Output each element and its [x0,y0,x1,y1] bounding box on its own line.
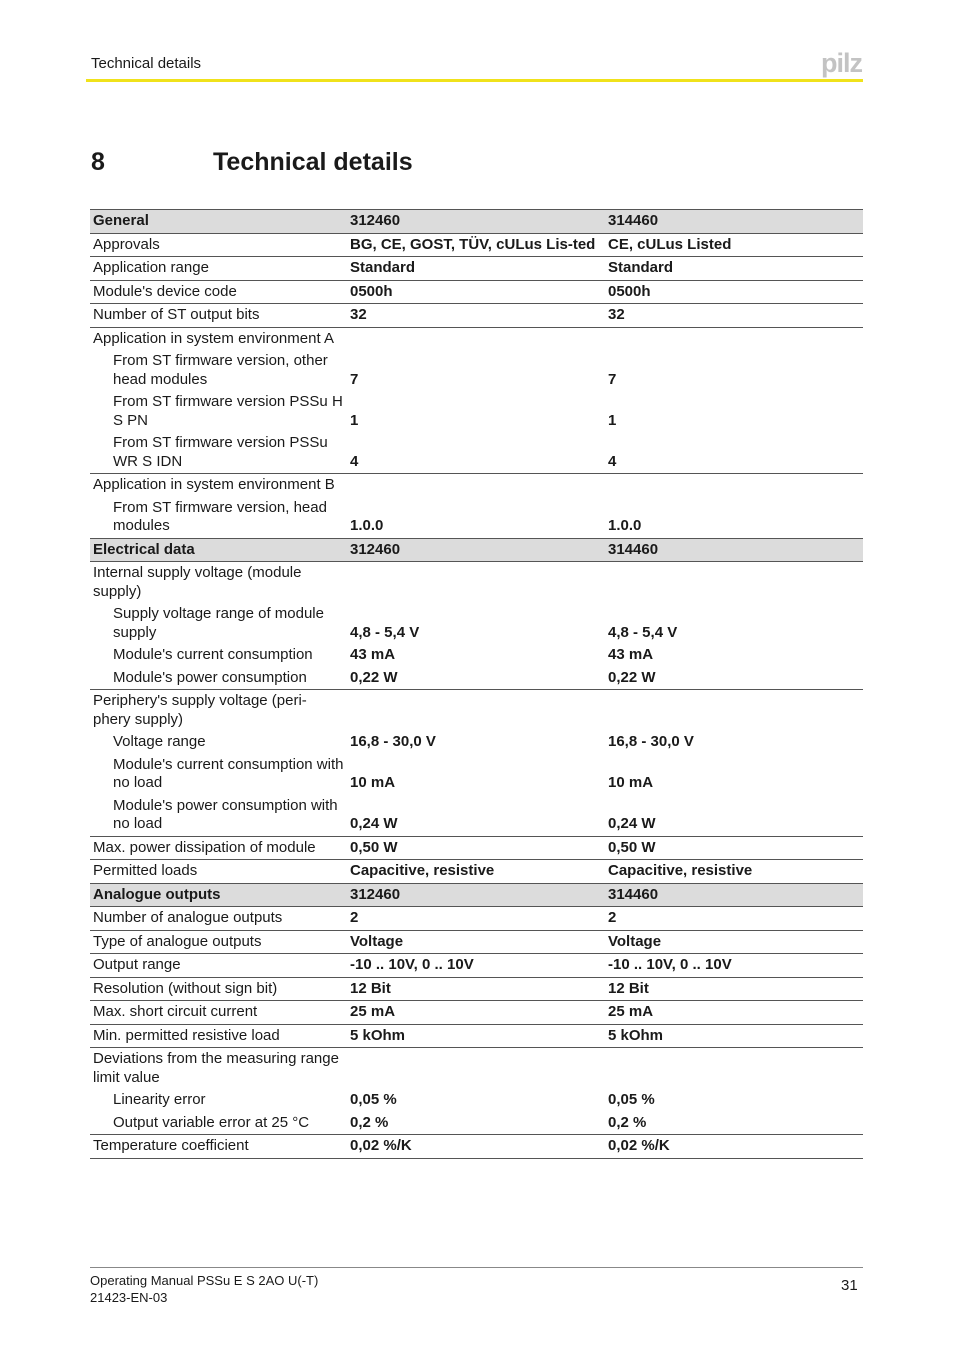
group-row: Periphery's supply voltage (peri-phery supply) [93,692,307,728]
sub-row: Module's current consumption 43 mA 43 mA [113,646,654,663]
sub-row: Module's power consumption with no load 0,24 W 0,24 W [90,795,863,837]
technical-details-table [90,209,863,1159]
chapter-number: 8 [91,148,105,176]
table-row: Application range Standard Standard [90,257,863,281]
header-rule [86,79,863,82]
section-header-electrical: Electrical data 312460 314460 [90,538,863,562]
table-row: Type of analogue outputs Voltage Voltage [90,930,863,954]
pilz-logo: pilz [821,48,862,78]
table-row: Approvals BG, CE, GOST, TÜV, cULus Lis-ted CE, cULus Listed [90,233,863,257]
sub-row: From ST firmware version PSSu H S PN 1 1 [113,393,617,429]
footer-manual-title: Operating Manual PSSu E S 2AO U(-T) [90,1273,319,1288]
group-row: Internal supply voltage (module supply) [93,564,302,600]
sub-row: Supply voltage range of module supply 4,8 - 5,4 V 4,8 - 5,4 V [113,605,678,641]
table-row: Resolution (without sign bit) 12 Bit 12 Bit [90,977,863,1001]
table-row: Number of ST output bits 32 32 [90,304,863,328]
sub-row: From ST firmware version PSSu WR S IDN 4 4 [90,432,863,474]
page-number: 31 [841,1277,858,1294]
section-header-general: General 312460 314460 [90,210,863,234]
table-row: Temperature coefficient 0,02 %/K 0,02 %/K [90,1135,863,1159]
section-header-analogue: Analogue outputs 312460 314460 [90,883,863,907]
sub-row: Module's current consumption with no load 10 mA 10 mA [113,755,654,791]
group-row: Application in system environment B [93,476,335,493]
sub-row: From ST firmware version, head modules 1.0.0 1.0.0 [90,497,863,539]
table-row: Min. permitted resistive load 5 kOhm 5 kOhm [90,1024,863,1048]
table-row: Max. power dissipation of module 0,50 W 0,50 W [90,836,863,860]
table-row: Permitted loads Capacitive, resistive Capacitive, resistive [90,860,863,884]
running-header-title: Technical details [91,55,202,72]
sub-row: Linearity error 0,05 % 0,05 % [113,1091,655,1108]
footer-rule [90,1267,863,1268]
sub-row: Voltage range 16,8 - 30,0 V 16,8 - 30,0 V [113,733,694,750]
table-row: Max. short circuit current 25 mA 25 mA [90,1001,863,1025]
table-row: Number of analogue outputs 2 2 [90,907,863,931]
sub-row: Module's power consumption 0,22 W 0,22 W [90,667,863,690]
group-row: Deviations from the measuring range limit value [93,1050,339,1086]
table-row: Output range -10 .. 10V, 0 .. 10V -10 .. 10V, 0 .. 10V [90,954,863,978]
table-row: Module's device code 0500h 0500h [90,280,863,304]
sub-row: Output variable error at 25 °C 0,2 % 0,2 % [90,1112,863,1135]
chapter-title: Technical details [213,148,413,176]
group-row: Application in system environment A [93,329,334,347]
footer-doc-number: 21423-EN-03 [90,1290,168,1305]
sub-row: From ST firmware version, other head modules 7 7 [113,352,617,388]
